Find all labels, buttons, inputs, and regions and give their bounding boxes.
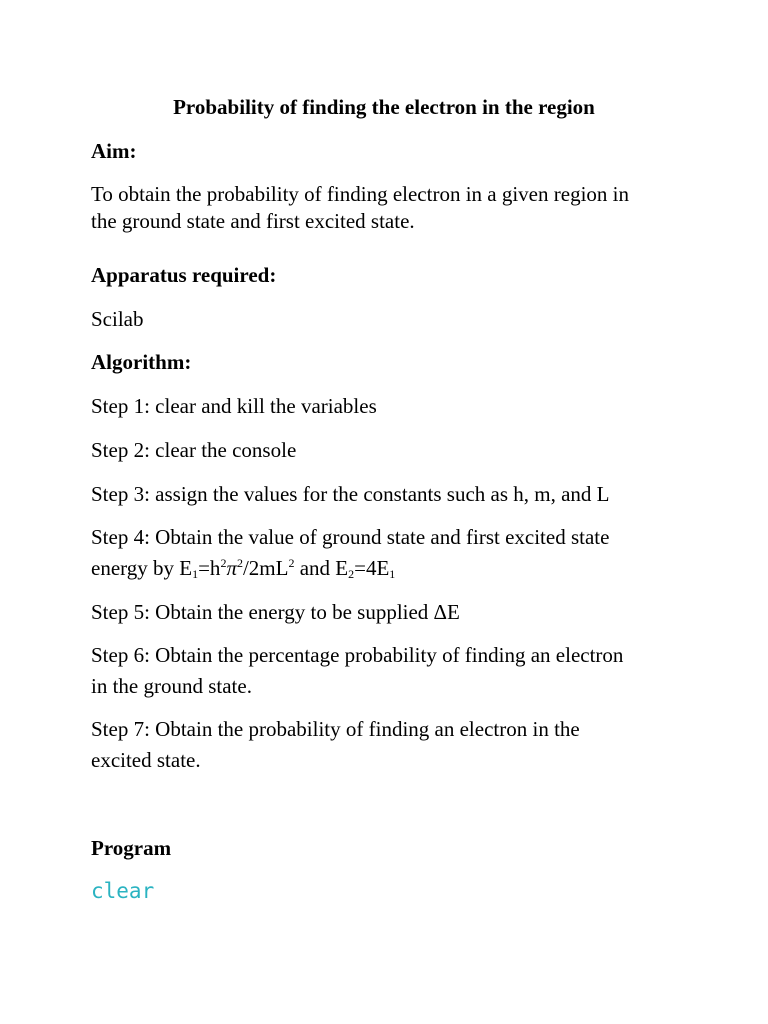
energy-formula-mid: /2mL — [242, 556, 289, 580]
aim-heading: Aim: — [91, 139, 137, 163]
algorithm-step-7-line-2: excited state. — [91, 748, 201, 772]
energy-formula-sub-2: 2 — [348, 567, 355, 581]
program-heading: Program — [91, 836, 172, 860]
algorithm-step-3: Step 3: assign the values for the constants such as h, m, and L — [91, 482, 610, 506]
algorithm-heading: Algorithm: — [91, 350, 192, 374]
energy-formula-sub-3: 1 — [389, 567, 396, 581]
energy-formula-eq-2: =4E — [354, 556, 390, 580]
algorithm-step-5: Step 5: Obtain the energy to be supplied ΔE — [91, 600, 460, 624]
program-code-line-1: clear — [91, 879, 155, 903]
energy-formula-pi: π — [226, 556, 237, 580]
algorithm-step-6-line-2: in the ground state. — [91, 674, 252, 698]
energy-formula-sub-1: 1 — [192, 567, 199, 581]
algorithm-step-2: Step 2: clear the console — [91, 438, 297, 462]
energy-formula-sup-h: 2 — [220, 556, 227, 570]
energy-formula-prefix: energy by E — [91, 556, 193, 580]
aim-text-line-2: the ground state and first excited state. — [91, 209, 415, 233]
algorithm-step-1: Step 1: clear and kill the variables — [91, 394, 377, 418]
energy-formula-and: and E — [294, 556, 349, 580]
algorithm-step-6-line-1: Step 6: Obtain the percentage probability of finding an electron — [91, 643, 624, 667]
apparatus-text: Scilab — [91, 307, 144, 331]
algorithm-step-7-line-1: Step 7: Obtain the probability of finding an electron in the — [91, 717, 580, 741]
document-title: Probability of finding the electron in the region — [173, 95, 595, 119]
apparatus-heading: Apparatus required: — [91, 263, 277, 287]
algorithm-step-4-line-1: Step 4: Obtain the value of ground state and first excited state — [91, 525, 610, 549]
energy-formula-sup-l: 2 — [288, 556, 295, 570]
energy-formula-eq-h: =h — [198, 556, 221, 580]
aim-text-line-1: To obtain the probability of finding electron in a given region in — [91, 182, 629, 206]
algorithm-step-4-line-2 — [91, 555, 691, 581]
energy-formula-sup-pi: 2 — [236, 556, 243, 570]
